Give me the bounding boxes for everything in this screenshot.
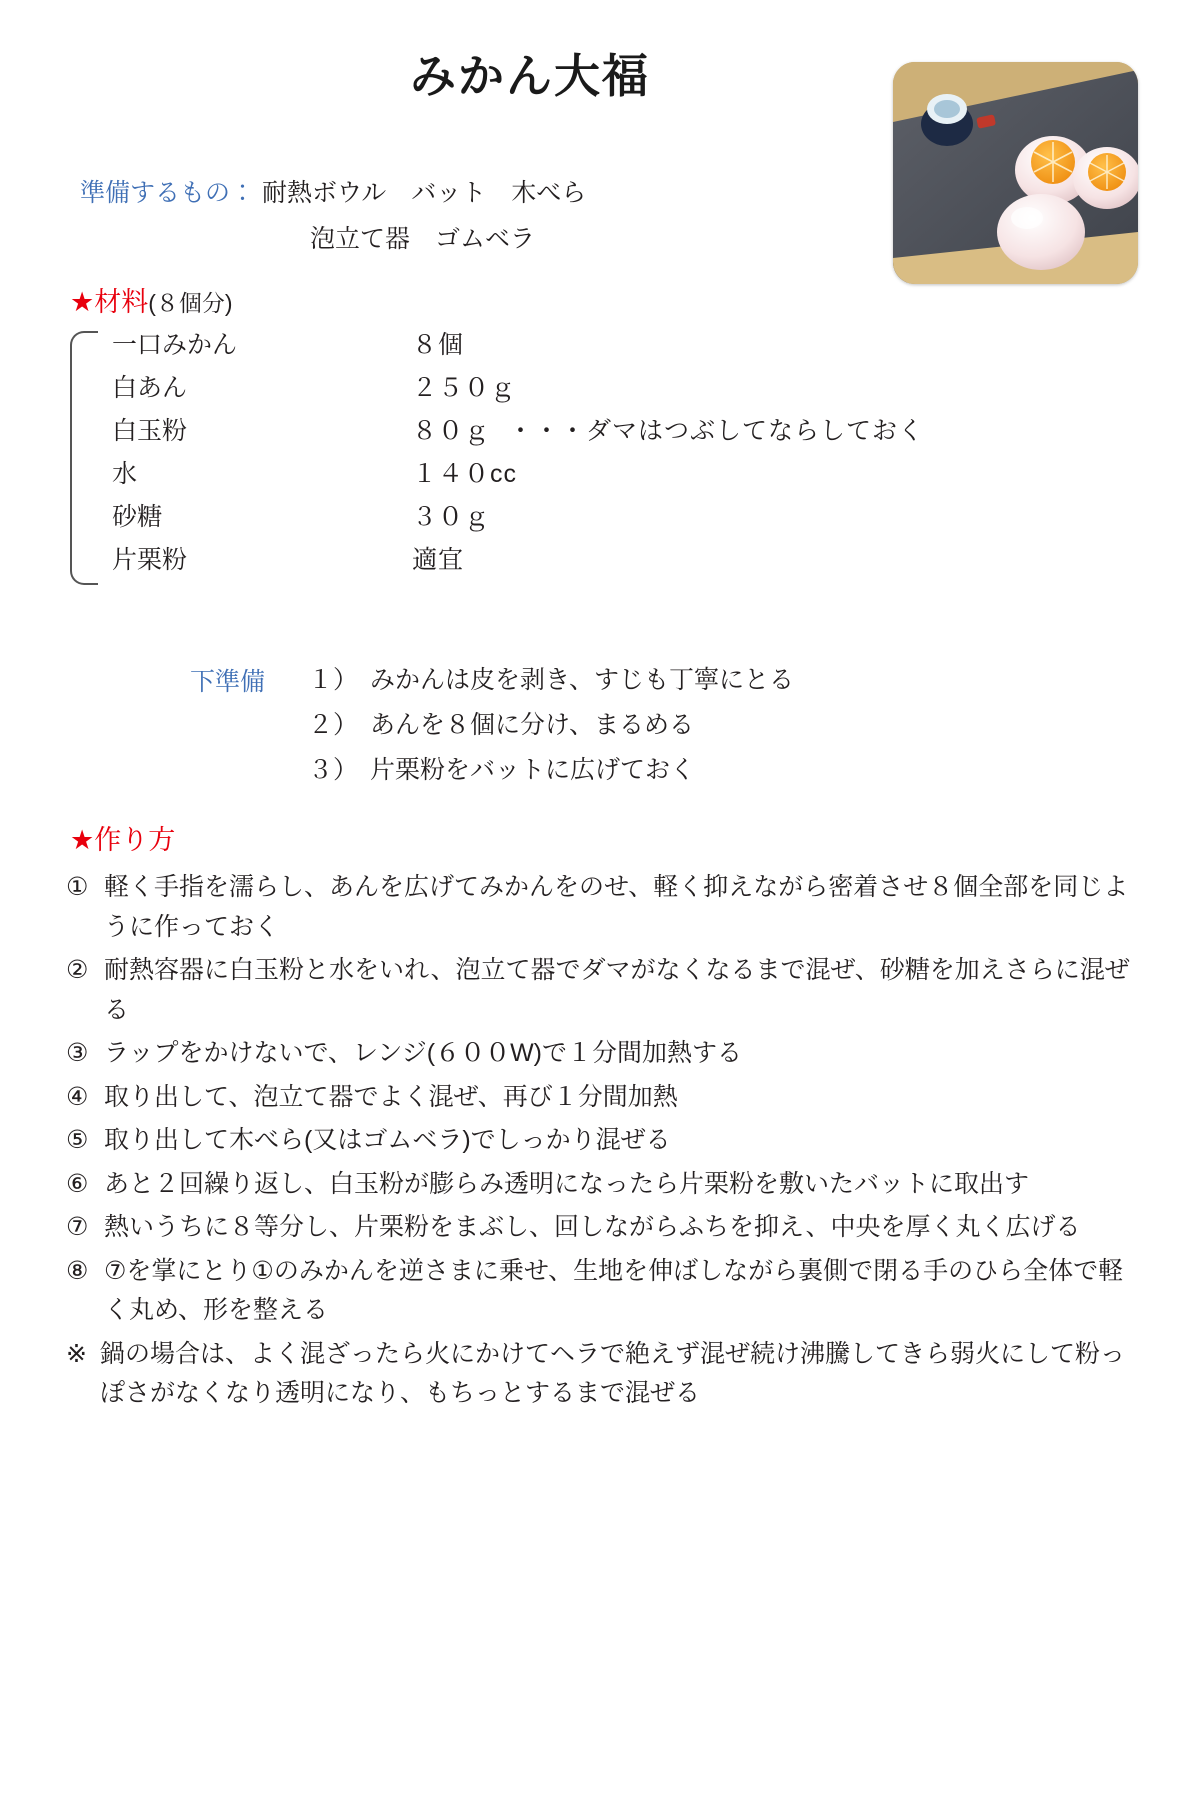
- preparation-block: [190, 660, 794, 795]
- method-step: [66, 1252, 1136, 1331]
- method-step-number: ④: [66, 1082, 89, 1111]
- brace-decoration: [70, 331, 98, 585]
- ingredient-name: 砂糖: [112, 503, 163, 531]
- prep-tools-block: [80, 170, 586, 263]
- ingredient-qty: １４０cc: [412, 460, 518, 488]
- ingredient-row: [112, 454, 1070, 497]
- dish-photo: [893, 62, 1138, 284]
- method-step-number: ⑦: [66, 1213, 89, 1241]
- method-step: [66, 1121, 1136, 1161]
- ingredient-qty: ８個: [412, 331, 465, 359]
- preparation-step: [308, 705, 794, 750]
- method-step: [66, 1165, 1136, 1205]
- ingredient-qty: ８０ｇ: [412, 417, 491, 445]
- ingredient-row: [112, 411, 1070, 454]
- method-step-text: 耐熱容器に白玉粉と水をいれ、泡立て器でダマがなくなるまで混ぜ、砂糖を加えさらに混ぜる: [104, 956, 1130, 1024]
- method-note-marker: ※: [66, 1339, 87, 1368]
- method-step-text: ラップをかけないで、レンジ(６００W)で１分間加熱する: [104, 1039, 742, 1067]
- method-step-number: ⑥: [66, 1169, 89, 1198]
- preparation-step: [308, 660, 794, 705]
- prep-tools-value2: 泡立て器 ゴムベラ: [310, 225, 536, 254]
- method-step-text: 熱いうちに８等分し、片栗粉をまぶし、回しながらふちを抑え、中央を厚く丸く広げる: [104, 1213, 1081, 1241]
- ingredient-row: [112, 368, 1070, 411]
- star-icon: ★: [70, 825, 95, 855]
- method-steps: [66, 868, 1136, 1418]
- method-step-number: ①: [66, 873, 89, 901]
- method-step-text: 取り出して、泡立て器でよく混ぜ、再び１分間加熱: [104, 1082, 678, 1111]
- method-step-number: ⑧: [66, 1256, 89, 1285]
- preparation-step-number: ３）: [308, 756, 359, 784]
- method-step-text: 取り出して木べら(又はゴムベラ)でしっかり混ぜる: [104, 1126, 671, 1154]
- ingredient-name: 白あん: [112, 374, 188, 402]
- ingredient-name: 片栗粉: [112, 546, 188, 574]
- method-step-number: ③: [66, 1039, 89, 1067]
- ingredient-name: 一口みかん: [112, 331, 238, 359]
- preparation-step-number: ２）: [308, 711, 359, 739]
- ingredients-list-wrap: [70, 325, 1070, 583]
- ingredient-row: [112, 497, 1070, 540]
- ingredients-heading-sub: (８個分): [148, 290, 233, 316]
- ingredient-qty: 適宜: [412, 546, 465, 574]
- preparation-step-text: あんを８個に分け、まるめる: [370, 711, 695, 739]
- star-icon: ★: [70, 287, 95, 317]
- page-title: みかん大福: [410, 50, 650, 102]
- ingredients-list: [70, 325, 1070, 583]
- method-step-text: ⑦を掌にとり①のみかんを逆さまに乗せ、生地を伸ばしながら裏側で閉る手のひら全体で軽く丸め、形を整える: [104, 1256, 1124, 1324]
- dish-photo-image: [893, 62, 1138, 284]
- method-step-text: あと２回繰り返し、白玉粉が膨らみ透明になったら片栗粉を敷いたバットに取出す: [104, 1169, 1030, 1198]
- preparation-step: [308, 750, 794, 795]
- prep-tools-line1: [80, 170, 586, 216]
- method-step: [66, 1078, 1136, 1118]
- method-step: [66, 1208, 1136, 1248]
- ingredient-name: 白玉粉: [112, 417, 188, 445]
- preparation-step-number: １）: [308, 666, 359, 694]
- preparation-title: 下準備: [190, 668, 266, 696]
- method-step-number: ⑤: [66, 1126, 89, 1154]
- preparation-list: [190, 660, 794, 795]
- method-note-text: 鍋の場合は、よく混ざったら火にかけてヘラで絶えず混ぜ続け沸騰してきら弱火にして粉っぽさがなくなり透明になり、もちっとするまで混ぜる: [100, 1339, 1126, 1407]
- method-heading: [70, 818, 175, 857]
- ingredient-row: [112, 540, 1070, 583]
- ingredient-name: 水: [112, 460, 138, 488]
- method-heading-text: 作り方: [94, 825, 176, 855]
- ingredients-heading-text: 材料: [94, 287, 149, 317]
- prep-tools-label: 準備するもの：: [80, 179, 256, 207]
- method-note: [66, 1335, 1136, 1414]
- preparation-step-text: みかんは皮を剥き、すじも丁寧にとる: [370, 666, 795, 694]
- method-step: [66, 868, 1136, 947]
- ingredient-qty: ２５０ｇ: [412, 374, 517, 402]
- prep-tools-value1: 耐熱ボウル バット 木べら: [261, 179, 587, 207]
- method-step-text: 軽く手指を濡らし、あんを広げてみかんをのせ、軽く抑えながら密着させ８個全部を同じように作っておく: [104, 873, 1129, 941]
- method-step: [66, 951, 1136, 1030]
- preparation-step-text: 片栗粉をバットに広げておく: [370, 756, 696, 784]
- ingredients-heading: [70, 280, 233, 319]
- ingredient-qty: ３０ｇ: [412, 503, 491, 531]
- ingredient-row: [112, 325, 1070, 368]
- method-step-number: ②: [66, 956, 89, 984]
- ingredient-note: ・・・ダマはつぶしてならしておく: [508, 417, 925, 445]
- method-step: [66, 1034, 1136, 1074]
